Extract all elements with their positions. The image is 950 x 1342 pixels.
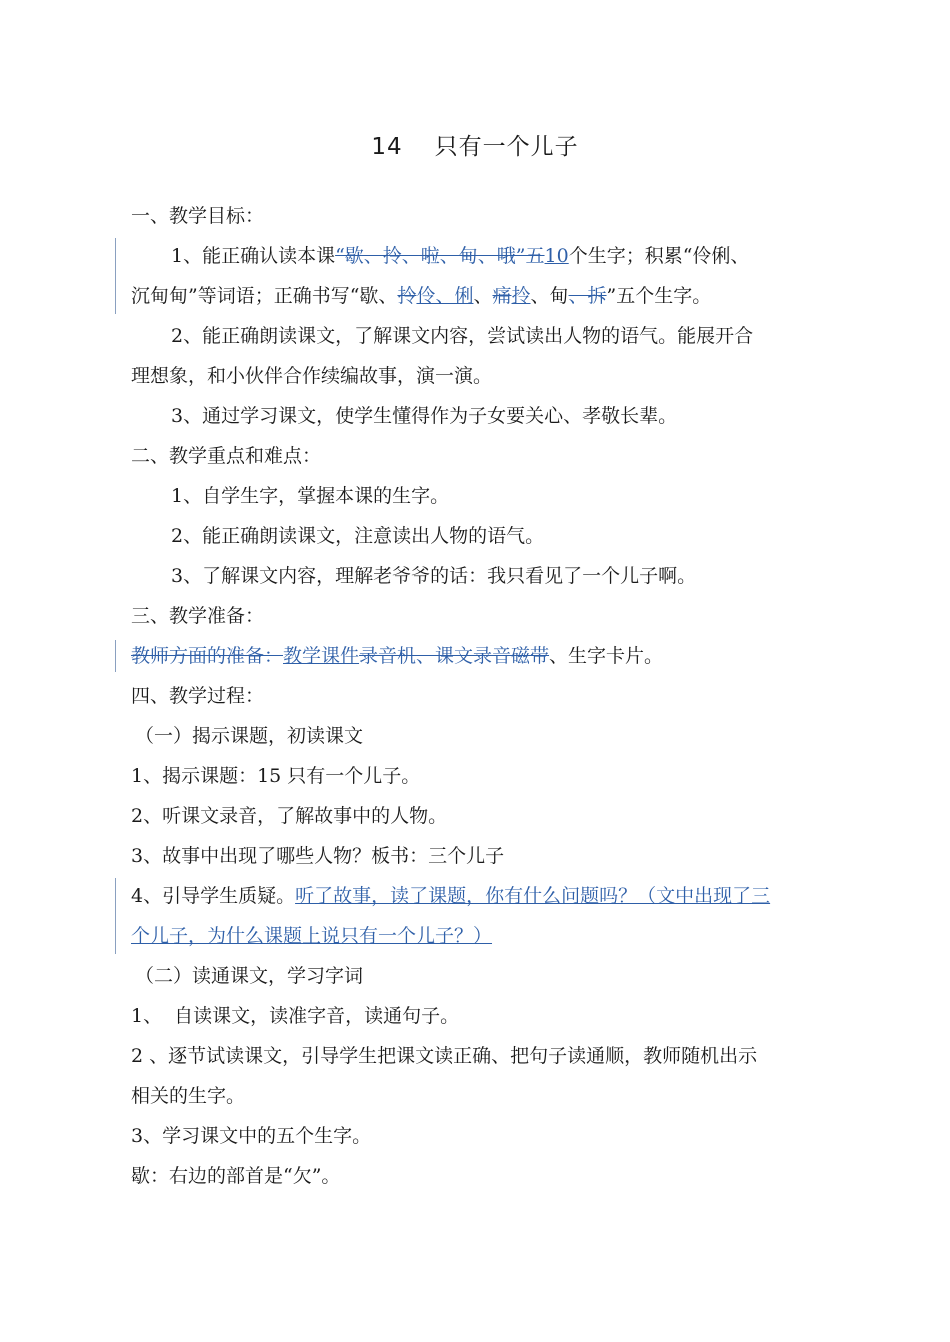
revision-bar: [115, 238, 116, 314]
deleted-text: 教师方面的准备：: [131, 645, 284, 667]
inserted-text: 10: [544, 245, 569, 267]
reading-item-1: 1、 自读课文，读准字音，读通句子。: [131, 1005, 460, 1027]
lesson-title: 只有一个儿子: [434, 134, 579, 160]
revision-bar: [115, 640, 116, 672]
process-item-4-line-2: [131, 916, 831, 956]
key-point-1: 1、自学生字，掌握本课的生字。: [171, 485, 450, 507]
section-heading-key-points: 二、教学重点和难点：: [131, 445, 322, 467]
deleted-text: 录音机、课文录音磁带: [359, 645, 550, 667]
goal-3: 3、通过学习课文，使学生懂得作为子女要关心、孝敬长辈。: [171, 405, 678, 427]
goal-1-text-b: 个生字；积累“伶俐、: [568, 245, 750, 267]
reading-item-2-line-2: 相关的生字。: [131, 1085, 246, 1107]
page-title: [0, 128, 950, 161]
key-point-2: 2、能正确朗读课文，注意读出人物的语气。: [171, 525, 545, 547]
goal-1-line-2: [131, 276, 831, 316]
goal-2-line-1: 2、能正确朗读课文，了解课文内容，尝试读出人物的语气。能展开合: [171, 325, 754, 347]
deleted-text: 痛: [492, 285, 512, 307]
section-heading-goals: 一、教学目标：: [131, 205, 265, 227]
preparation-text: 、生字卡片。: [549, 645, 664, 667]
section-heading-process: 四、教学过程：: [131, 685, 265, 707]
process-item-4-text: 4、引导学生质疑。: [131, 885, 296, 907]
reading-item-2-line-1: 2 、逐节试读课文，引导学生把课文读正确、把句子读通顺，教师随机出示: [131, 1045, 758, 1067]
key-point-3: 3、了解课文内容，理解老爷爷的话：我只看见了一个儿子啊。: [171, 565, 697, 587]
inserted-text: 个儿子，为什么课题上说只有一个儿子？）: [131, 925, 493, 947]
goal-1-text-d: 、: [473, 285, 493, 307]
reading-item-3: 3、学习课文中的五个生字。: [131, 1125, 372, 1147]
deleted-text: 拎: [397, 285, 417, 307]
goal-1-text-c: 沉甸甸”等词语；正确书写“歇、: [131, 285, 398, 307]
goal-2-line-2: 理想象，和小伙伴合作续编故事，演一演。: [131, 365, 493, 387]
revision-bar: [115, 878, 116, 954]
process-item-2: 2、听课文录音，了解故事中的人物。: [131, 805, 448, 827]
inserted-text: 听了故事，读了课题，你有什么问题吗？（文中出现了三: [295, 885, 771, 907]
subheading-1: （一）揭示课题，初读课文: [135, 725, 364, 747]
goal-1-line-1: [131, 236, 831, 276]
goal-1-text-e: 、甸: [530, 285, 569, 307]
lesson-number: 14: [371, 134, 403, 160]
subheading-2: （二）读通课文，学习字词: [135, 965, 364, 987]
section-heading-preparation: 三、教学准备：: [131, 605, 265, 627]
preparation-line: [131, 636, 831, 676]
inserted-text: 伶、俐: [416, 285, 474, 307]
inserted-text: 教学课件: [283, 645, 360, 667]
process-item-3: 3、故事中出现了哪些人物？板书：三个儿子: [131, 845, 505, 867]
process-item-1: 1、揭示课题：15 只有一个儿子。: [131, 765, 421, 787]
inserted-text: 拎: [511, 285, 531, 307]
reading-item-4: 歇：右边的部首是“欠”。: [131, 1165, 341, 1187]
document-body: [131, 196, 831, 1196]
deleted-text: “歇、拎、啦、甸、哦”五: [335, 245, 545, 267]
deleted-text: 、拆: [568, 285, 607, 307]
goal-1-text: 1、能正确认读本课: [171, 245, 336, 267]
goal-1-text-f: ”五个生字。: [606, 285, 712, 307]
process-item-4-line-1: [131, 876, 831, 916]
